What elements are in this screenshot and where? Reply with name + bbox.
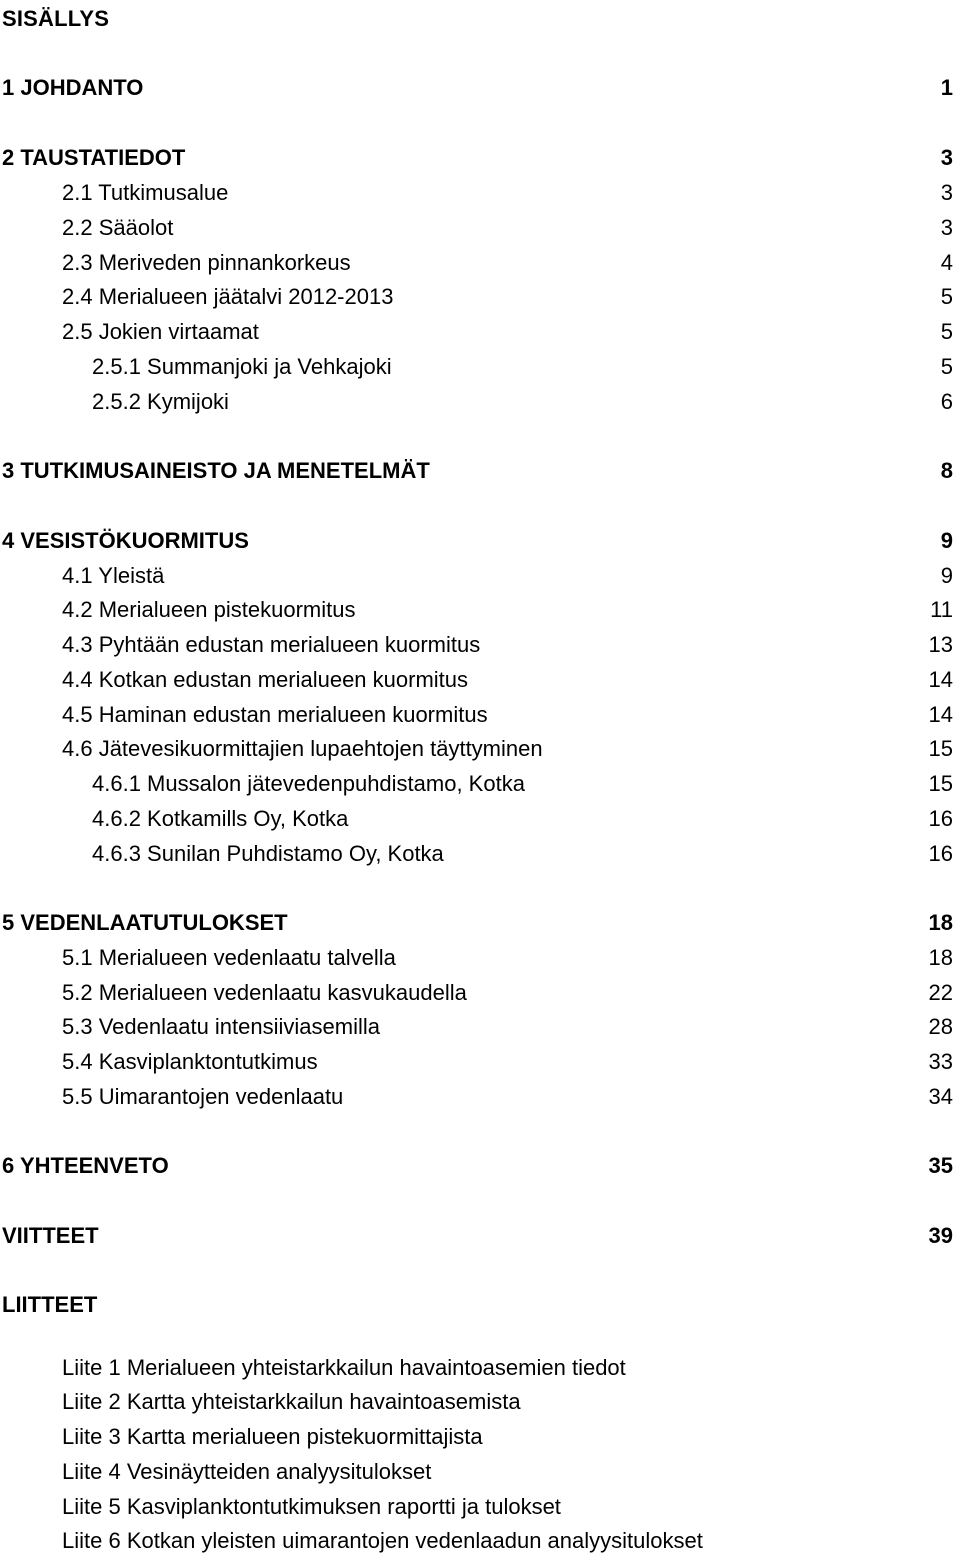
toc-entry-page: 11	[930, 597, 953, 622]
toc-entry-page: 9	[940, 563, 953, 588]
toc-entry-page: 15	[928, 771, 953, 796]
toc-entry-label: 5.3 Vedenlaatu intensiiviasemilla	[62, 1014, 380, 1039]
toc-entry-page: 5	[940, 319, 953, 344]
toc-entry-page: 5	[940, 354, 953, 379]
toc-entry-page: 4	[940, 250, 953, 275]
toc-entry[interactable]	[2, 73, 953, 103]
toc-entry-page: 5	[940, 284, 953, 309]
toc-entry-page: 3	[940, 145, 953, 170]
toc-entry-page: 39	[928, 1223, 953, 1248]
toc-entry-page: 14	[928, 667, 953, 692]
toc-entry-page: 8	[940, 458, 953, 483]
toc-entry[interactable]	[2, 456, 953, 486]
toc-entry[interactable]	[62, 630, 953, 660]
toc-entry-label: 2.5.2 Kymijoki	[92, 389, 229, 414]
toc-entry[interactable]	[62, 665, 953, 695]
toc-entry-label: 5.5 Uimarantojen vedenlaatu	[62, 1084, 344, 1109]
toc-entry-label: 5 VEDENLAATUTULOKSET	[2, 910, 288, 935]
toc-entry-label: 2 TAUSTATIEDOT	[2, 145, 186, 170]
toc-entry-label: 2.2 Sääolot	[62, 215, 174, 240]
toc-entry[interactable]	[92, 352, 953, 382]
toc-entry-page: 18	[928, 945, 953, 970]
appendix-item[interactable]: Liite 1 Merialueen yhteistarkkailun havaintoasemien tiedot	[62, 1355, 626, 1380]
toc-entry[interactable]	[2, 1221, 953, 1251]
toc-entry[interactable]	[62, 282, 953, 312]
toc-entry[interactable]	[92, 804, 953, 834]
toc-entry-label: 2.5 Jokien virtaamat	[62, 319, 259, 344]
toc-entry-page: 33	[928, 1049, 953, 1074]
toc-entry[interactable]	[2, 526, 953, 556]
toc-entry-page: 16	[928, 841, 953, 866]
toc-entry-label: 4.5 Haminan edustan merialueen kuormitus	[62, 702, 488, 727]
toc-entry-label: 3 TUTKIMUSAINEISTO JA MENETELMÄT	[2, 458, 430, 483]
toc-entry-label: 5.4 Kasviplanktontutkimus	[62, 1049, 318, 1074]
toc-entry-label: 2.1 Tutkimusalue	[62, 180, 229, 205]
appendix-item[interactable]: Liite 4 Vesinäytteiden analyysitulokset	[62, 1459, 432, 1484]
toc-entry-label: 4.6.1 Mussalon jätevedenpuhdistamo, Kotka	[92, 771, 525, 796]
toc-entry-page: 1	[940, 75, 953, 100]
appendix-item[interactable]: Liite 2 Kartta yhteistarkkailun havaintoasemista	[62, 1389, 521, 1414]
toc-entry[interactable]	[62, 700, 953, 730]
toc-entry-label: 4.1 Yleistä	[62, 563, 165, 588]
toc-entry[interactable]	[62, 1047, 953, 1077]
toc-entry-label: VIITTEET	[2, 1223, 99, 1248]
appendix-item[interactable]: Liite 3 Kartta merialueen pistekuormittajista	[62, 1424, 483, 1449]
toc-title: SISÄLLYS	[2, 6, 110, 31]
toc-entry-page: 9	[940, 528, 953, 553]
toc-entry-page: 22	[928, 980, 953, 1005]
toc-entry-page: 18	[928, 910, 953, 935]
toc-entry-label: 4 VESISTÖKUORMITUS	[2, 528, 249, 553]
toc-entry-label: 2.5.1 Summanjoki ja Vehkajoki	[92, 354, 392, 379]
toc-entry[interactable]	[62, 943, 953, 973]
toc-entry[interactable]	[62, 317, 953, 347]
appendix-item[interactable]: Liite 6 Kotkan yleisten uimarantojen vedenlaadun analyysitulokset	[62, 1528, 703, 1553]
toc-entry[interactable]	[62, 978, 953, 1008]
toc-entry-label: 5.2 Merialueen vedenlaatu kasvukaudella	[62, 980, 467, 1005]
toc-entry-page: 14	[928, 702, 953, 727]
toc-entry[interactable]	[62, 213, 953, 243]
toc-entry-label: 1 JOHDANTO	[2, 75, 144, 100]
toc-entry-label: 4.6.3 Sunilan Puhdistamo Oy, Kotka	[92, 841, 444, 866]
toc-entry[interactable]	[62, 1082, 953, 1112]
toc-entry[interactable]	[2, 143, 953, 173]
toc-entry-label: 2.3 Meriveden pinnankorkeus	[62, 250, 351, 275]
toc-entry[interactable]	[62, 734, 953, 764]
toc-entry-label: 4.6.2 Kotkamills Oy, Kotka	[92, 806, 349, 831]
toc-entry[interactable]	[2, 908, 953, 938]
toc-entry-page: 6	[940, 389, 953, 414]
toc-entry-page: 13	[928, 632, 953, 657]
toc-entry[interactable]	[62, 248, 953, 278]
toc-entry-label: 2.4 Merialueen jäätalvi 2012-2013	[62, 284, 394, 309]
toc-entry-label: 6 YHTEENVETO	[2, 1153, 169, 1178]
toc-entry-label: 4.4 Kotkan edustan merialueen kuormitus	[62, 667, 469, 692]
toc-entry[interactable]	[62, 1012, 953, 1042]
toc-entry-page: 28	[928, 1014, 953, 1039]
toc-entry[interactable]	[62, 561, 953, 591]
toc-entry-page: 15	[928, 736, 953, 761]
toc-entry-label: LIITTEET	[2, 1292, 98, 1317]
toc-entry-label: 4.2 Merialueen pistekuormitus	[62, 597, 356, 622]
toc-entry[interactable]	[62, 178, 953, 208]
toc-entry-page: 16	[928, 806, 953, 831]
appendix-item[interactable]: Liite 5 Kasviplanktontutkimuksen raportti ja tulokset	[62, 1494, 561, 1519]
toc-entry[interactable]	[92, 769, 953, 799]
toc-entry[interactable]	[2, 1151, 953, 1181]
toc-entry-label: 4.6 Jätevesikuormittajien lupaehtojen täyttyminen	[62, 736, 543, 761]
toc-entry-label: 5.1 Merialueen vedenlaatu talvella	[62, 945, 396, 970]
toc-entry[interactable]	[62, 595, 953, 625]
toc-entry-page: 34	[928, 1084, 953, 1109]
toc-entry-page: 3	[940, 215, 953, 240]
toc-entry[interactable]	[92, 839, 953, 869]
toc-entry-label: 4.3 Pyhtään edustan merialueen kuormitus	[62, 632, 481, 657]
toc-entry-page: 3	[940, 180, 953, 205]
toc-entry-page: 35	[928, 1153, 953, 1178]
toc-entry[interactable]	[2, 1290, 953, 1320]
toc-entry[interactable]	[92, 387, 953, 417]
